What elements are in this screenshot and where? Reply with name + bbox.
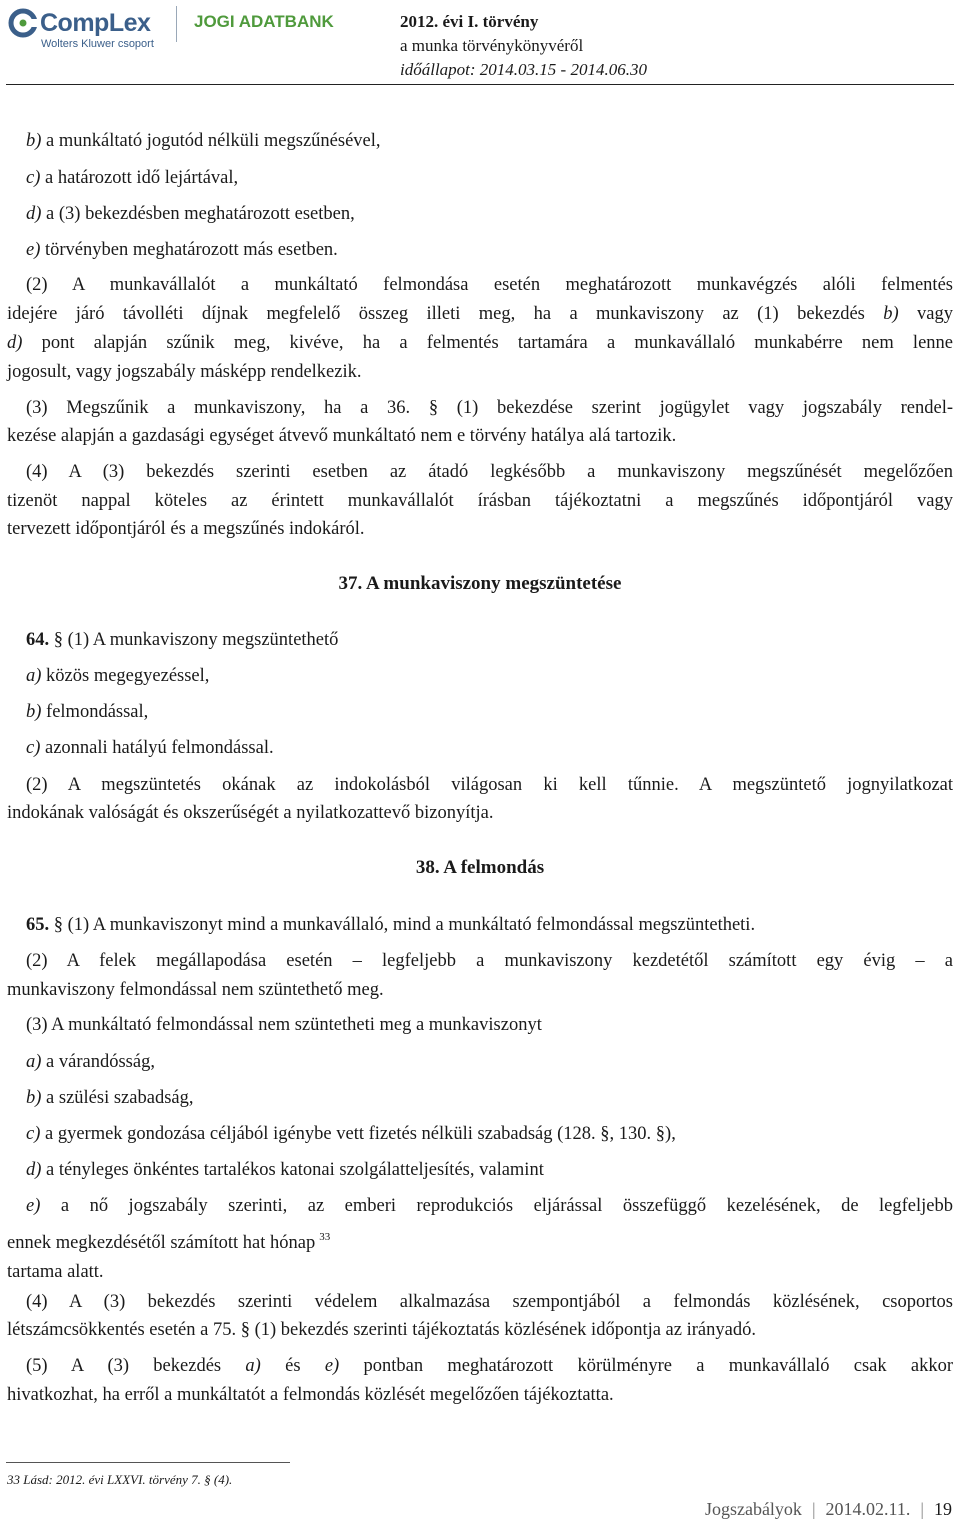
- paragraph-line: ennek megkezdésétől számított hat hónap $^{33}$: [7, 1231, 331, 1253]
- page-number: 19: [934, 1499, 952, 1519]
- list-item: c) a gyermek gondozása céljából igénybe vett fizetés nélküli szabadság (128. §, 130. §),: [26, 1124, 676, 1144]
- list-item: c) a határozott idő lejártával,: [26, 168, 239, 188]
- paragraph-line: (2) A megszüntetés okának az indokolásból világosan ki kell tűnnie. A megszüntető jognyilatkozat: [26, 775, 953, 795]
- paragraph-line: munkaviszony felmondással nem szüntethető meg.: [7, 980, 384, 1000]
- paragraph-line: (4) A (3) bekezdés szerinti esetben az átadó legkésőbb a munkaviszony megszűnését megelőzően: [26, 462, 953, 482]
- paragraph-line: (2) A felek megállapodása esetén – legfeljebb a munkaviszony kezdetétől számított egy évig – a: [26, 951, 953, 971]
- paragraph-line: kezése alapján a gazdasági egységet átvevő munkáltató nem e törvény hatálya alá tartozik.: [7, 426, 677, 446]
- complex-logo-icon: [8, 8, 38, 38]
- footnote-rule: [6, 1462, 290, 1463]
- section-64-lead: 64. § (1) A munkaviszony megszüntethető: [26, 630, 339, 650]
- paragraph-line: jogosult, vagy jogszabály másképp rendelkezik.: [7, 362, 362, 382]
- list-item: a) a várandósság,: [26, 1052, 155, 1072]
- list-item: e) a nő jogszabály szerinti, az emberi reprodukciós eljárással összefüggő kezelésének, de legfeljebb: [26, 1196, 953, 1216]
- list-item: e) törvényben meghatározott más esetben.: [26, 240, 338, 260]
- header-rule: [6, 84, 954, 85]
- page-footer: Jogszabályok | 2014.02.11. | 19: [704, 1499, 952, 1519]
- paragraph-line: idejére járó távolléti díjnak megfelelő összeg illeti meg, ha a munkaviszony az (1) bekezdés b) vagy: [7, 304, 953, 324]
- validity-period: időállapot: 2014.03.15 - 2014.06.30: [400, 60, 647, 79]
- list-item: b) a szülési szabadság,: [26, 1088, 194, 1108]
- page-header: [0, 0, 960, 86]
- list-item: c) azonnali hatályú felmondással.: [26, 738, 274, 758]
- paragraph-line: (3) A munkáltató felmondással nem szüntetheti meg a munkaviszonyt: [26, 1015, 542, 1035]
- document-header-info: [400, 10, 647, 82]
- section-heading-37: 37. A munkaviszony megszüntetése: [338, 573, 622, 594]
- footnote-ref: 33: [319, 1231, 331, 1243]
- footer-source: Jogszabályok: [704, 1499, 802, 1519]
- list-item: d) a tényleges önkéntes tartalékos katonai szolgálatteljesítés, valamint: [26, 1160, 544, 1180]
- paragraph-line: hivatkozhat, ha erről a munkáltatót a felmondás közlését megelőzően tájékoztatta.: [7, 1385, 614, 1405]
- section-65-lead: 65. § (1) A munkaviszonyt mind a munkavállaló, mind a munkáltató felmondással megszüntetheti.: [26, 915, 756, 935]
- paragraph-line: d) pont alapján szűnik meg, kivéve, ha a felmentés tartamára a munkavállaló munkabérre nem lenne: [7, 333, 953, 353]
- logo-divider: [176, 6, 177, 42]
- complex-logo: [8, 6, 168, 50]
- list-item: b) felmondással,: [26, 702, 149, 722]
- paragraph-line: (3) Megszűnik a munkaviszony, ha a 36. § (1) bekezdése szerint jogügylet vagy jogszabály rendel-: [26, 398, 953, 418]
- law-subtitle: a munka törvénykönyvéről: [400, 36, 584, 55]
- law-title: 2012. évi I. törvény: [400, 12, 539, 31]
- paragraph-line: (4) A (3) bekezdés szerinti védelem alkalmazása szempontjából a felmondás közlésének, csoportos: [26, 1292, 953, 1312]
- paragraph-line: tervezett időpontjáról és a megszűnés indokáról.: [7, 519, 365, 539]
- brand-name: CompLex: [40, 9, 151, 37]
- list-item: b) a munkáltató jogutód nélküli megszűnésével,: [26, 131, 381, 151]
- paragraph-line: tartama alatt.: [7, 1262, 104, 1282]
- footer-date: 2014.02.11.: [825, 1499, 911, 1519]
- paragraph-line: tizenöt nappal köteles az érintett munkavállalót írásban tájékoztatni a megszűnés időpontjáról vagy: [7, 491, 953, 511]
- brand-subtitle: Wolters Kluwer csoport: [41, 38, 154, 50]
- section-heading-38: 38. A felmondás: [415, 857, 545, 878]
- paragraph-line: (2) A munkavállalót a munkáltató felmondása esetén meghatározott munkavégzés alóli felmentés: [26, 275, 953, 295]
- paragraph-line: indokának valóságát és okszerűségét a nyilatkozattevő bizonyítja.: [7, 803, 494, 823]
- list-item: d) a (3) bekezdésben meghatározott esetben,: [26, 204, 355, 224]
- paragraph-line: (5) A (3) bekezdés a) és e) pontban meghatározott körülményre a munkavállaló csak akkor: [26, 1356, 954, 1376]
- paragraph-line: létszámcsökkentés esetén a 75. § (1) bekezdés szerinti tájékoztatás közlésének időpontja az irányadó.: [7, 1320, 756, 1340]
- list-item: a) közös megegyezéssel,: [26, 666, 210, 686]
- product-logo: JOGI ADATBANK: [194, 12, 334, 31]
- footnote: 33 Lásd: 2012. évi LXXVI. törvény 7. § (4).: [7, 1472, 233, 1487]
